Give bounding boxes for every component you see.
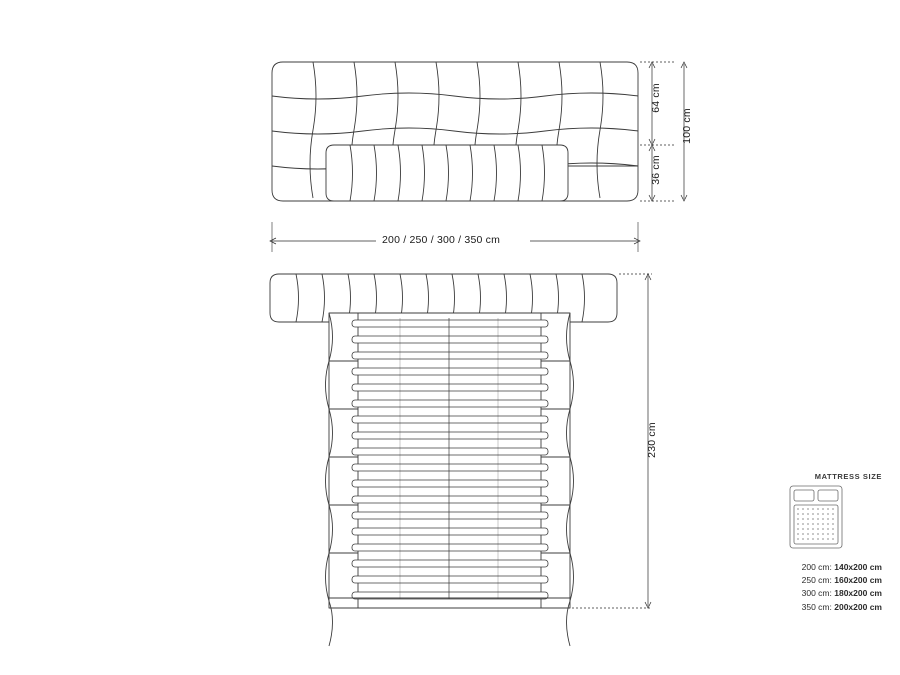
legend-item-value: 180x200 cm xyxy=(834,588,882,599)
dimension-label-headboard-upper: 64 cm xyxy=(649,83,662,113)
legend-item xyxy=(762,587,882,600)
legend-item-code: 200 cm: xyxy=(801,562,832,572)
legend-icon-slot xyxy=(762,485,882,551)
top-view-plan xyxy=(270,274,617,646)
legend-item-code: 350 cm: xyxy=(801,601,832,612)
dimension-label-width-options: 200 / 250 / 300 / 350 cm xyxy=(382,234,501,246)
legend-item xyxy=(762,561,882,574)
legend-item-code: 250 cm: xyxy=(801,575,832,586)
legend-item xyxy=(762,601,882,614)
dimension-label-total-length: 230 cm xyxy=(645,422,658,458)
legend-title: MATTRESS SIZE xyxy=(814,472,882,481)
front-view-headboard xyxy=(272,62,638,201)
dimension-label-headboard-lower: 36 cm xyxy=(649,155,662,185)
length-dimension-line xyxy=(572,274,652,608)
legend-item-value: 160x200 cm xyxy=(834,575,882,586)
legend-item-code: 300 cm: xyxy=(801,588,832,599)
legend-items xyxy=(762,561,882,614)
legend-item xyxy=(762,574,882,587)
dimension-label-total-height: 100 cm xyxy=(680,108,693,144)
legend-item-value: 200x200 cm xyxy=(834,601,882,612)
mattress-size-legend xyxy=(762,472,882,614)
legend-item-value: 140x200 cm xyxy=(834,562,882,572)
